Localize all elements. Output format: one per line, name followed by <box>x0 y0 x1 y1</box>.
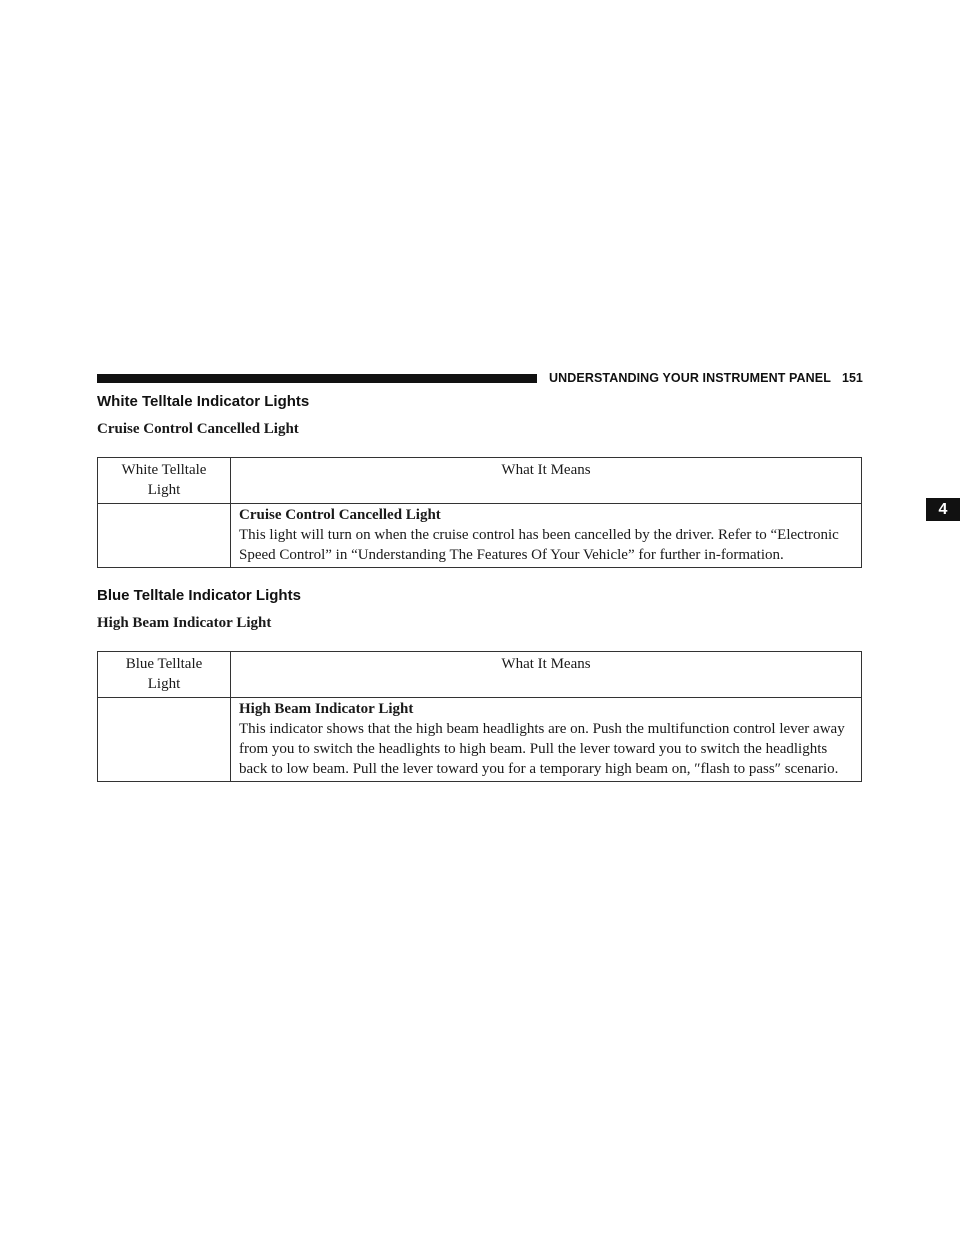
column-header-meaning: What It Means <box>231 458 862 504</box>
subheading-cruise-control: Cruise Control Cancelled Light <box>97 421 299 437</box>
column-header-light-line2: Light <box>147 676 181 692</box>
description-title: Cruise Control Cancelled Light <box>239 507 441 523</box>
description-text: This light will turn on when the cruise control has been cancelled by the driver. Refer to “Electronic Speed Control” in “Understanding The Features Of Your Vehicle” for further in-formation. <box>239 527 839 563</box>
table-header-row <box>98 652 862 698</box>
column-header-light-line1: Blue Telltale <box>125 656 203 672</box>
column-header-light-line1: White Telltale <box>121 462 207 478</box>
subheading-high-beam: High Beam Indicator Light <box>97 615 272 631</box>
column-header-light <box>98 458 231 504</box>
white-telltale-table <box>97 457 862 568</box>
table-header-row <box>98 458 862 504</box>
column-header-light <box>98 652 231 698</box>
description-cell <box>231 698 862 782</box>
description-cell <box>231 504 862 568</box>
page-number: 151 <box>842 371 863 385</box>
description-title: High Beam Indicator Light <box>239 701 414 717</box>
section-heading-white: White Telltale Indicator Lights <box>97 393 310 410</box>
column-header-meaning: What It Means <box>231 652 862 698</box>
header-rule <box>97 374 537 383</box>
chapter-tab: 4 <box>926 498 960 521</box>
telltale-icon-cell <box>98 504 231 568</box>
section-heading-blue: Blue Telltale Indicator Lights <box>97 587 301 604</box>
column-header-light-line2: Light <box>147 482 181 498</box>
table-row <box>98 698 862 782</box>
blue-telltale-table <box>97 651 862 782</box>
telltale-icon-cell <box>98 698 231 782</box>
description-text: This indicator shows that the high beam headlights are on. Push the multifunction control lever away from you to switch the headlights to high beam. Pull the lever toward you to switch the headlights back to low beam. Pull the lever toward you for a temporary high beam on, ″flash to pass″ scenario. <box>239 721 845 777</box>
running-header-title: UNDERSTANDING YOUR INSTRUMENT PANEL <box>549 371 831 385</box>
table-row <box>98 504 862 568</box>
